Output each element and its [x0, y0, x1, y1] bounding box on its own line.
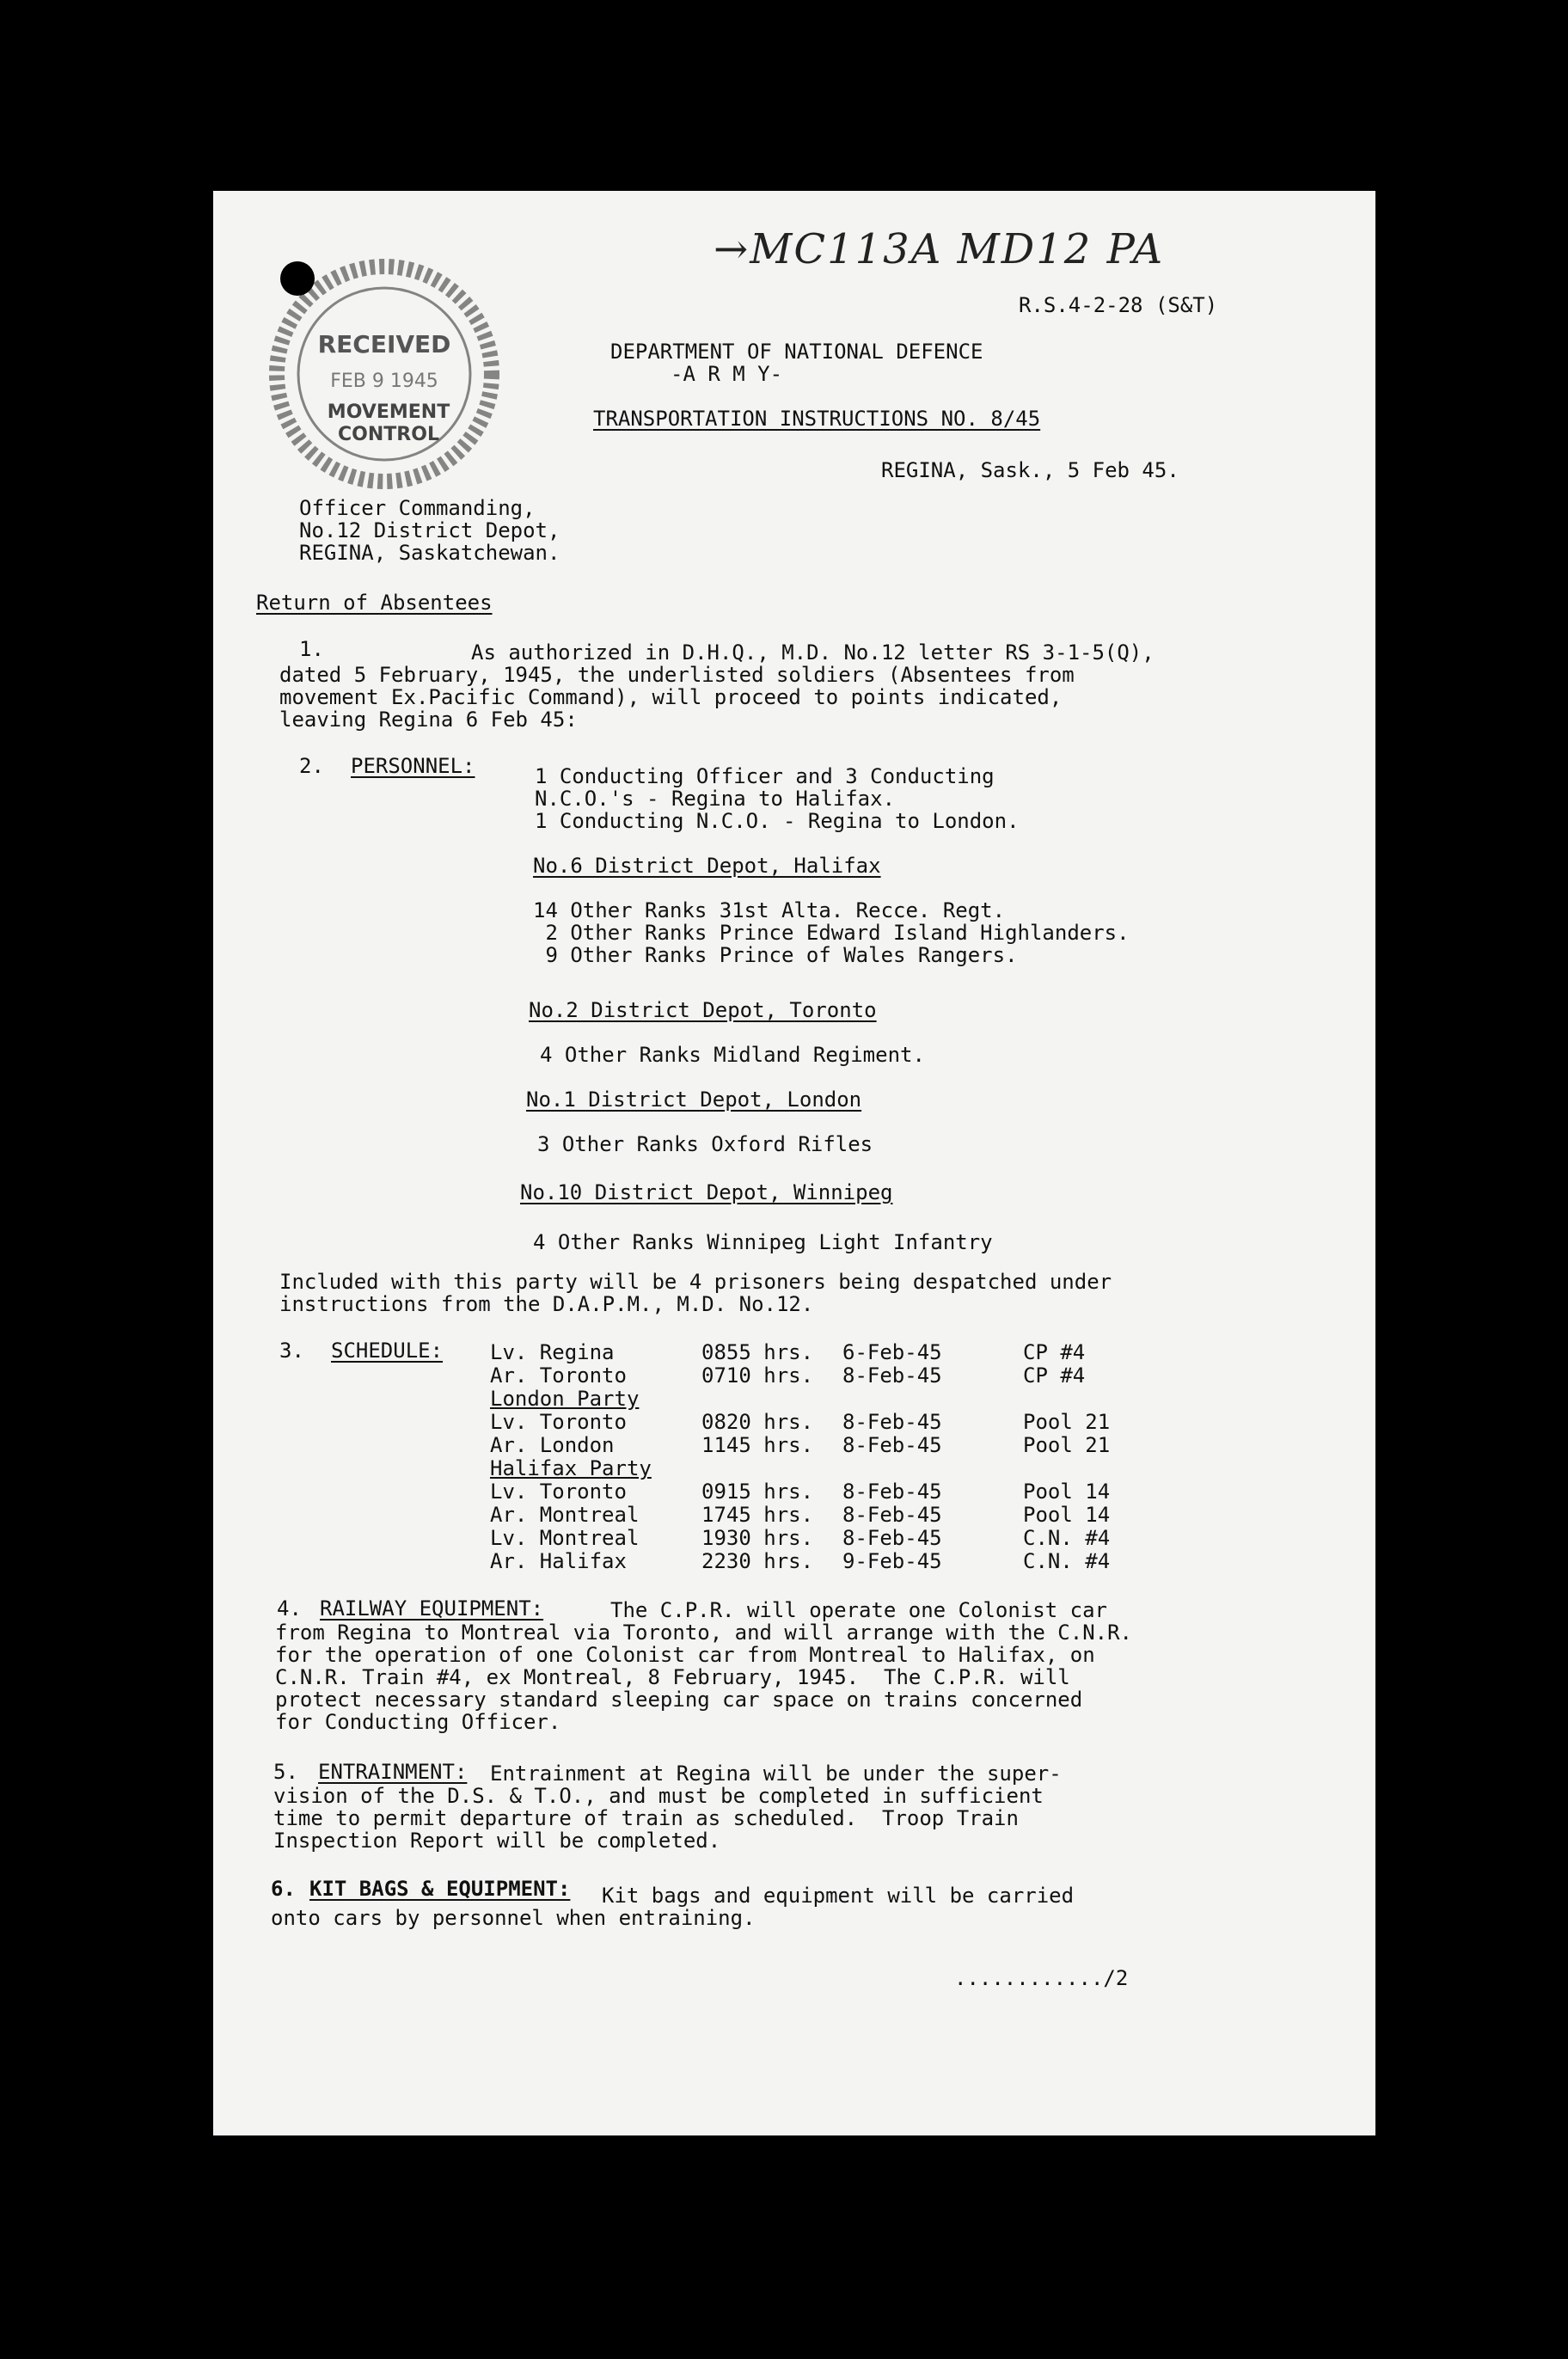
depot-heading: No.6 District Depot, Halifax	[533, 854, 881, 878]
schedule-stop: Ar. Halifax	[490, 1549, 627, 1573]
schedule-train: C.N. #4	[1023, 1549, 1111, 1573]
schedule-time: 0820 hrs.	[701, 1410, 814, 1434]
schedule-stop: Ar. Toronto	[490, 1363, 627, 1388]
para5-line: vision of the D.S. & T.O., and must be completed in sufficient	[273, 1784, 1044, 1808]
depot-heading: No.10 District Depot, Winnipeg	[520, 1180, 893, 1204]
para4-number: 4.	[277, 1596, 302, 1621]
entrainment-heading: ENTRAINMENT:	[318, 1760, 468, 1784]
prisoners-line: instructions from the D.A.P.M., M.D. No.12.	[279, 1292, 814, 1316]
para2-number: 2.	[299, 754, 324, 778]
stamp-movement-text: MOVEMENT	[327, 401, 450, 423]
schedule-stop: Lv. Regina	[490, 1340, 615, 1364]
stamp-received-text: RECEIVED	[317, 330, 451, 358]
para5-line: Entrainment at Regina will be under the super-	[490, 1762, 1062, 1786]
stamp-control-text: CONTROL	[338, 424, 439, 445]
depot-item: 4 Other Ranks Winnipeg Light Infantry	[533, 1230, 993, 1254]
schedule-time: 0915 hrs.	[701, 1480, 814, 1504]
depot-heading: No.2 District Depot, Toronto	[529, 998, 877, 1022]
para1-line: dated 5 February, 1945, the underlisted soldiers (Absentees from	[279, 663, 1075, 687]
schedule-train: Pool 14	[1023, 1503, 1111, 1527]
schedule-time: 0710 hrs.	[701, 1363, 814, 1388]
para4-line: C.N.R. Train #4, ex Montreal, 8 February, 1945. The C.P.R. will	[275, 1665, 1070, 1689]
handwritten-reference: →MC113A MD12 PA	[714, 225, 1165, 273]
depot-item: 14 Other Ranks 31st Alta. Recce. Regt.	[533, 898, 1006, 922]
subject-line: Return of Absentees	[256, 591, 493, 615]
para1-line: leaving Regina 6 Feb 45:	[279, 708, 578, 732]
para5-line: time to permit departure of train as scheduled. Troop Train	[273, 1806, 1019, 1830]
schedule-date: 8-Feb-45	[842, 1410, 942, 1434]
schedule-stop: Ar. London	[490, 1433, 615, 1457]
schedule-stop: Lv. Toronto	[490, 1480, 627, 1504]
schedule-date: 8-Feb-45	[842, 1433, 942, 1457]
para6-line: onto cars by personnel when entraining.	[271, 1906, 756, 1930]
personnel-line: 1 Conducting Officer and 3 Conducting	[535, 764, 995, 788]
punch-hole	[280, 261, 315, 296]
para5-number: 5.	[273, 1760, 298, 1784]
railway-heading: RAILWAY EQUIPMENT:	[320, 1596, 544, 1621]
schedule-date: 9-Feb-45	[842, 1549, 942, 1573]
depot-item: 3 Other Ranks Oxford Rifles	[537, 1132, 873, 1156]
schedule-time: 2230 hrs.	[701, 1549, 814, 1573]
schedule-date: 8-Feb-45	[842, 1363, 942, 1388]
para1-line: As authorized in D.H.Q., M.D. No.12 letter RS 3-1-5(Q),	[471, 640, 1155, 665]
para4-line: for the operation of one Colonist car from Montreal to Halifax, on	[275, 1643, 1095, 1667]
schedule-stop: Lv. Toronto	[490, 1410, 627, 1434]
depot-item: 2 Other Ranks Prince Edward Island Highlanders.	[533, 921, 1130, 945]
document-title: TRANSPORTATION INSTRUCTIONS NO. 8/45	[593, 407, 1041, 431]
army-heading: -A R M Y-	[671, 362, 783, 386]
schedule-train: Pool 21	[1023, 1433, 1111, 1457]
para3-number: 3.	[279, 1339, 304, 1363]
addressee-line-3: REGINA, Saskatchewan.	[299, 541, 560, 565]
schedule-stop: Lv. Montreal	[490, 1526, 640, 1550]
schedule-train: CP #4	[1023, 1363, 1086, 1388]
schedule-time: 1745 hrs.	[701, 1503, 814, 1527]
schedule-stop: Halifax Party	[490, 1456, 652, 1480]
place-date: REGINA, Sask., 5 Feb 45.	[881, 458, 1179, 482]
continuation-marker: ............/2	[954, 1966, 1129, 1990]
para4-line: for Conducting Officer.	[275, 1710, 561, 1734]
schedule-time: 0855 hrs.	[701, 1340, 814, 1364]
para6-line: Kit bags and equipment will be carried	[602, 1884, 1075, 1908]
stamp-date-text: FEB 9 1945	[330, 371, 438, 392]
department-heading: DEPARTMENT OF NATIONAL DEFENCE	[610, 340, 983, 364]
schedule-time: 1145 hrs.	[701, 1433, 814, 1457]
schedule-train: CP #4	[1023, 1340, 1086, 1364]
depot-heading: No.1 District Depot, London	[526, 1088, 862, 1112]
para6-number: 6.	[271, 1877, 296, 1901]
schedule-train: Pool 21	[1023, 1410, 1111, 1434]
schedule-date: 8-Feb-45	[842, 1480, 942, 1504]
para4-line: from Regina to Montreal via Toronto, and will arrange with the C.N.R.	[275, 1621, 1132, 1645]
personnel-line: N.C.O.'s - Regina to Halifax.	[535, 787, 896, 811]
schedule-heading: SCHEDULE:	[331, 1339, 444, 1363]
schedule-train: Pool 14	[1023, 1480, 1111, 1504]
schedule-stop: Ar. Montreal	[490, 1503, 640, 1527]
para4-line: The C.P.R. will operate one Colonist car	[610, 1598, 1107, 1622]
para5-line: Inspection Report will be completed.	[273, 1829, 721, 1853]
schedule-stop: London Party	[490, 1387, 640, 1411]
addressee-line-1: Officer Commanding,	[299, 496, 536, 520]
para1-line: movement Ex.Pacific Command), will proceed to points indicated,	[279, 685, 1063, 709]
personnel-heading: PERSONNEL:	[351, 754, 475, 778]
schedule-train: C.N. #4	[1023, 1526, 1111, 1550]
kit-bags-heading: KIT BAGS & EQUIPMENT:	[309, 1877, 571, 1901]
addressee-line-2: No.12 District Depot,	[299, 518, 560, 542]
file-reference: R.S.4-2-28 (S&T)	[1019, 293, 1218, 317]
schedule-time: 1930 hrs.	[701, 1526, 814, 1550]
schedule-date: 6-Feb-45	[842, 1340, 942, 1364]
personnel-line: 1 Conducting N.C.O. - Regina to London.	[535, 809, 1020, 833]
para4-line: protect necessary standard sleeping car space on trains concerned	[275, 1688, 1083, 1712]
depot-item: 9 Other Ranks Prince of Wales Rangers.	[533, 943, 1018, 967]
schedule-date: 8-Feb-45	[842, 1526, 942, 1550]
para1-number: 1.	[299, 637, 324, 661]
depot-item: 4 Other Ranks Midland Regiment.	[540, 1043, 925, 1067]
prisoners-line: Included with this party will be 4 prisoners being despatched under	[279, 1270, 1112, 1294]
schedule-date: 8-Feb-45	[842, 1503, 942, 1527]
